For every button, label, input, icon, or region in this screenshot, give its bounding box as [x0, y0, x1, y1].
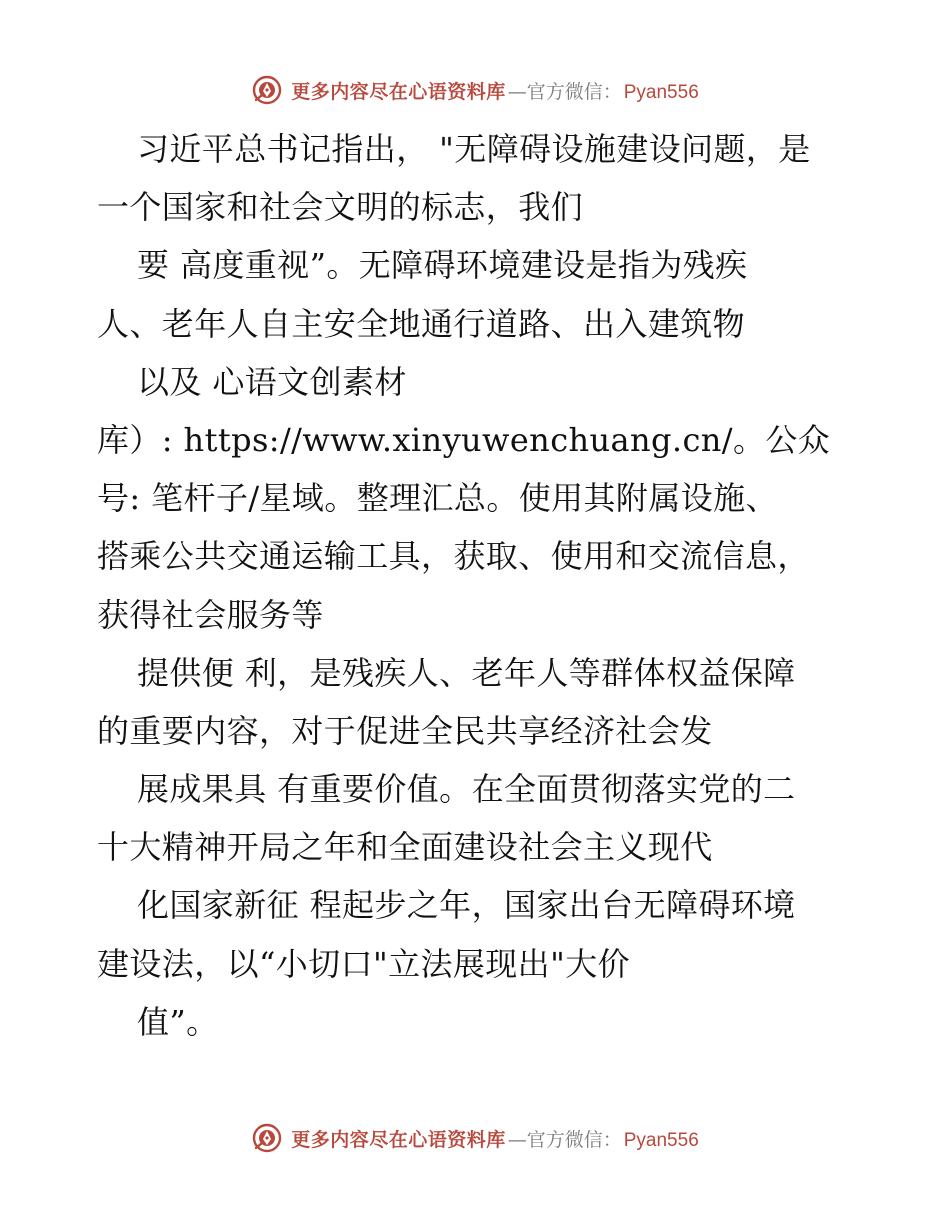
- body-line-8: 搭乘公共交通运输工具，获取、使用和交流信息，: [97, 537, 810, 576]
- body-line-6: 库）: https://www.xinyuwenchuang.cn/。公众: [97, 420, 831, 459]
- body-line-12: 展成果具 有重要价值。在全面贯彻落实党的二: [137, 770, 796, 809]
- body-line-14: 化国家新征 程起步之年，国家出台无障碍环境: [137, 886, 796, 925]
- body-line-9: 获得社会服务等: [97, 595, 324, 634]
- body-line-11: 的重要内容，对于促进全民共享经济社会发: [97, 711, 713, 750]
- footer-banner: [0, 1121, 950, 1155]
- footer-wechat-handle: Pyan556: [623, 1129, 699, 1151]
- header-wechat-handle: Pyan556: [623, 81, 699, 103]
- footer-banner-text: [291, 1125, 699, 1152]
- pen-nib-circle-logo-icon: [251, 1122, 283, 1154]
- body-line-7: 号: 笔杆子/星域。整理汇总。使用其附属设施、: [97, 479, 778, 518]
- header-site-name: 更多内容尽在心语资料库: [291, 80, 506, 103]
- body-line-4: 人、老年人自主安全地通行道路、出入建筑物: [97, 304, 746, 343]
- body-line-10: 提供便 利，是残疾人、老年人等群体权益保障: [137, 653, 796, 692]
- body-line-3: 要 高度重视”。无障碍环境建设是指为残疾: [137, 246, 748, 285]
- body-line-1: 习近平总书记指出， "无障碍设施建设问题，是: [137, 130, 811, 168]
- pen-nib-circle-logo-icon: [251, 74, 283, 106]
- footer-separator: —: [507, 1128, 527, 1151]
- footer-wechat-label: 官方微信：: [526, 1128, 622, 1151]
- document-body: [97, 120, 857, 1051]
- footer-site-name: 更多内容尽在心语资料库: [291, 1128, 506, 1151]
- body-line-16: 值”。: [137, 1002, 219, 1041]
- header-wechat-label: 官方微信：: [526, 80, 622, 103]
- header-banner-text: [291, 77, 699, 104]
- header-separator: —: [507, 80, 527, 103]
- body-line-15: 建设法，以“小切口"立法展现出"大价: [97, 944, 630, 983]
- body-line-2: 一个国家和社会文明的标志，我们: [97, 188, 584, 227]
- header-banner: [0, 73, 950, 107]
- body-line-5: 以及 心语文创素材: [137, 362, 407, 401]
- body-line-13: 十大精神开局之年和全面建设社会主义现代: [97, 828, 713, 867]
